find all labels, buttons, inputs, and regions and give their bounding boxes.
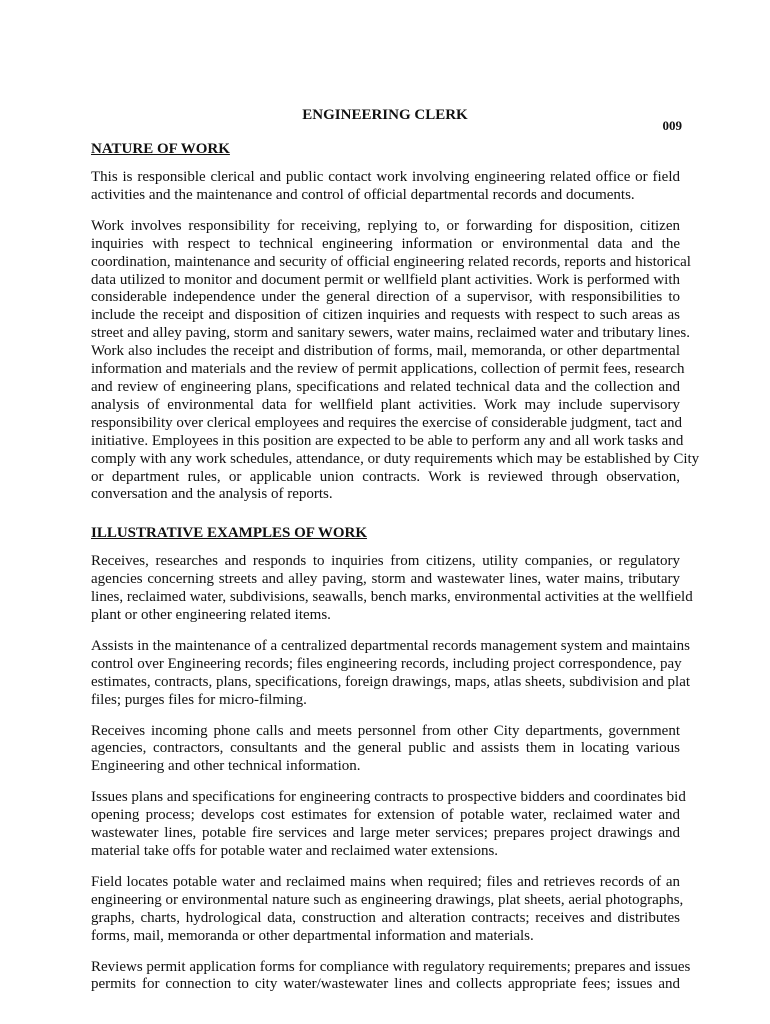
text-line: plant or other engineering related items. xyxy=(91,607,331,624)
document-body xyxy=(91,140,700,1007)
text-line: analysis of environmental data for wellfield plant activities. Work may include supervisory xyxy=(91,396,680,413)
text-line: Work also includes the receipt and distribution of forms, mail, memoranda, or other departmental xyxy=(91,343,680,360)
text-line: initiative. Employees in this position are expected to be able to perform any and all work tasks and xyxy=(91,432,684,449)
text-line: This is responsible clerical and public contact work involving engineering related office or field xyxy=(91,169,680,185)
section-heading: ILLUSTRATIVE EXAMPLES OF WORK xyxy=(91,525,368,542)
text-line: Receives, researches and responds to inquiries from citizens, utility companies, or regulatory xyxy=(91,553,680,570)
text-line: responsibility over clerical employees and requires the exercise of considerable judgment, tact and xyxy=(91,414,683,431)
section-heading: NATURE OF WORK xyxy=(91,141,230,157)
text-line: files; purges files for micro-filming. xyxy=(91,691,307,708)
text-line: graphs, charts, hydrological data, construction and alteration contracts; receives and distributes xyxy=(91,909,680,926)
text-line: and review of engineering plans, specifications and related technical data and the collection and xyxy=(91,378,680,395)
text-line: permits for connection to city water/wastewater lines and collects appropriate fees; issues and xyxy=(91,976,680,993)
text-line: agencies concerning streets and alley paving, storm and wastewater lines, water mains, tributary xyxy=(91,571,680,588)
text-line: Assists in the maintenance of a centralized departmental records management system and maintains xyxy=(91,637,690,654)
paragraph xyxy=(91,553,693,625)
text-line: Work involves responsibility for receiving, replying to, or forwarding for disposition, citizen xyxy=(91,217,680,234)
text-line: Field locates potable water and reclaimed mains when required; files and retrieves records of an xyxy=(91,873,680,890)
text-line: activities and the maintenance and control of official departmental records and documents. xyxy=(91,186,635,203)
text-line: coordination, maintenance and security of official engineering related records, reports and historical xyxy=(91,253,691,270)
text-line: or department rules, or applicable union contracts. Work is reviewed through observation, xyxy=(91,468,680,485)
page-number: 009 xyxy=(662,118,682,133)
paragraph xyxy=(91,169,680,205)
paragraph xyxy=(91,723,680,777)
text-line: engineering or environmental nature such as engineering drawings, plat sheets, aerial photographs, xyxy=(91,891,684,908)
text-line: wastewater lines, potable fire services and large meter services; prepares project drawings and xyxy=(91,825,680,842)
text-line: include the receipt and disposition of citizen inquiries and requests with respect to such areas as xyxy=(91,307,680,324)
text-line: Reviews permit application forms for compliance with regulatory requirements; prepares and issues xyxy=(91,958,691,975)
text-line: data utilized to monitor and document permit or wellfield plant activities. Work is performed with xyxy=(91,271,680,288)
text-line: inquiries with respect to technical engineering information or environmental data and the xyxy=(91,235,680,252)
text-line: information and materials and the review of permit applications, collection of permit fees, research xyxy=(91,361,685,378)
text-line: Engineering and other technical information. xyxy=(91,758,361,775)
text-line: estimates, contracts, plans, specifications, foreign drawings, maps, atlas sheets, subdivision and plat xyxy=(91,673,691,690)
text-line: conversation and the analysis of reports. xyxy=(91,486,333,503)
document-title: ENGINEERING CLERK xyxy=(302,107,468,123)
text-line: lines, reclaimed water, subdivisions, seawalls, bench marks, environmental activities at the wellfield xyxy=(91,589,693,606)
paragraph xyxy=(91,958,691,995)
text-line: forms, mail, memoranda or other departmental information and materials. xyxy=(91,927,534,944)
paragraph xyxy=(91,789,686,861)
paragraph xyxy=(91,637,691,710)
text-line: control over Engineering records; files engineering records, including project correspondence, pay xyxy=(91,655,682,672)
paragraph xyxy=(91,873,684,946)
text-line: agencies, contractors, consultants and the general public and assists them in locating various xyxy=(91,740,680,757)
text-line: material take offs for potable water and reclaimed water extensions. xyxy=(91,843,499,859)
paragraph xyxy=(91,217,700,505)
text-line: considerable independence under the general direction of a supervisor, with responsibilities to xyxy=(91,289,680,306)
text-line: Issues plans and specifications for engineering contracts to prospective bidders and coordinates bid xyxy=(91,789,686,806)
text-line: comply with any work schedules, attendance, or duty requirements which may be established by City xyxy=(91,450,700,467)
text-line: Receives incoming phone calls and meets personnel from other City departments, government xyxy=(91,722,680,739)
text-line: street and alley paving, storm and sanitary sewers, water mains, reclaimed water and tributary lines. xyxy=(91,325,690,342)
text-line: opening process; develops cost estimates for extension of potable water, reclaimed water and xyxy=(91,807,680,824)
